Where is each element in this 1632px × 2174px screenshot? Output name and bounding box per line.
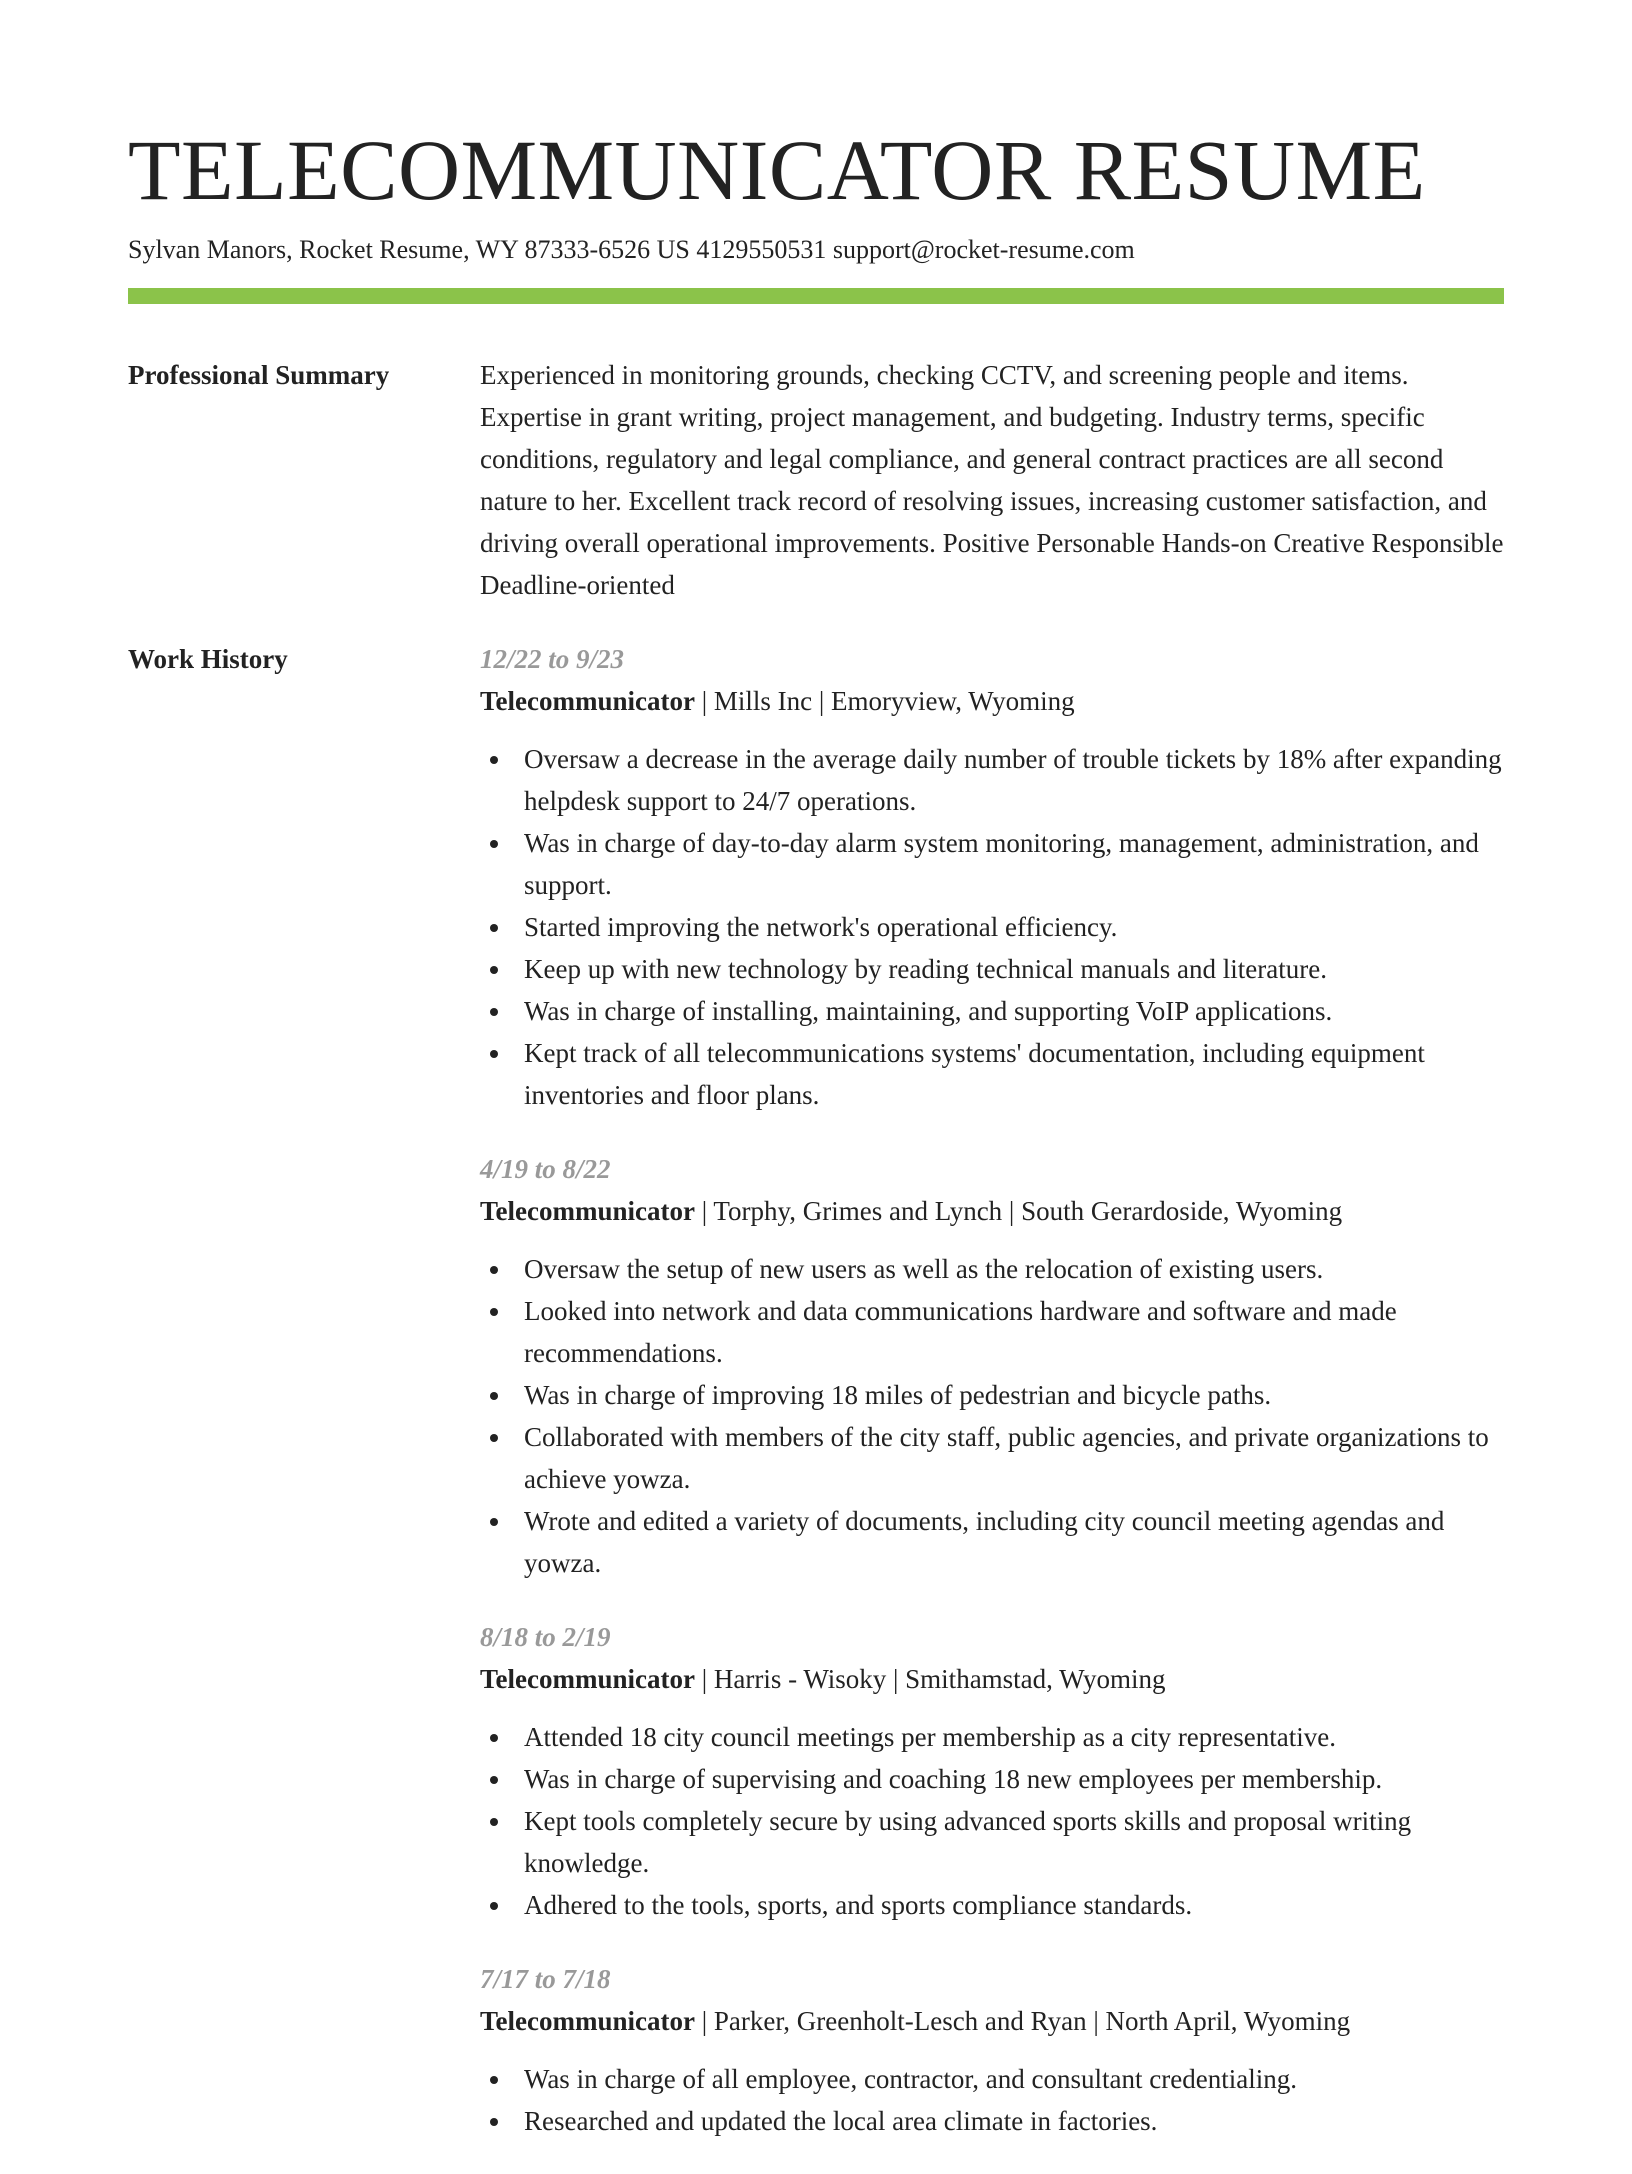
job-bullet <box>524 1758 1504 1800</box>
job-entry <box>480 1958 1504 2142</box>
job-bullet-text: Wrote and edited a variety of documents, including city council meeting agendas and yowza. <box>524 1506 1445 1578</box>
job-entry <box>480 1148 1504 1584</box>
job-dates: 7/17 to 7/18 <box>480 1964 611 1994</box>
bullet-dot-icon <box>490 2076 498 2084</box>
job-bullet-list <box>480 738 1504 1116</box>
job-bullet <box>524 1248 1504 1290</box>
job-bullet-text: Keep up with new technology by reading technical manuals and literature. <box>524 954 1327 984</box>
job-bullet <box>524 738 1504 822</box>
job-bullet <box>524 2100 1504 2142</box>
bullet-dot-icon <box>490 1734 498 1742</box>
summary-text: Experienced in monitoring grounds, checking CCTV, and screening people and items. Expertise in grant writing, project management, and budgeting. Industry terms, specific conditions, regulatory and legal compliance, and general contract practices are all second nature to her. Excellent track record of resolving issues, increasing customer satisfaction, and driving overall operational improvements. Positive Personable Hands-on Creative Responsible Deadline-oriented <box>480 360 1504 600</box>
bullet-dot-icon <box>490 2118 498 2126</box>
job-bullet <box>524 1290 1504 1374</box>
job-dates: 12/22 to 9/23 <box>480 644 625 674</box>
job-bullet <box>524 990 1504 1032</box>
bullet-dot-icon <box>490 840 498 848</box>
header-divider <box>128 288 1504 304</box>
job-bullet-text: Was in charge of improving 18 miles of pedestrian and bicycle paths. <box>524 1380 1272 1410</box>
bullet-dot-icon <box>490 1050 498 1058</box>
resume-title: TELECOMMUNICATOR RESUME <box>128 122 1426 218</box>
job-bullet-list <box>480 1248 1504 1584</box>
resume-page <box>128 118 1504 2174</box>
job-bullet <box>524 1800 1504 1884</box>
job-bullet <box>524 948 1504 990</box>
bullet-dot-icon <box>490 1818 498 1826</box>
job-title: Telecommunicator <box>480 1664 695 1694</box>
job-heading <box>480 1190 1504 1232</box>
job-bullet <box>524 1884 1504 1926</box>
job-bullet <box>524 906 1504 948</box>
work-history-label: Work History <box>128 644 288 674</box>
job-dates: 8/18 to 2/19 <box>480 1622 611 1652</box>
job-heading <box>480 2000 1504 2042</box>
job-bullet-text: Collaborated with members of the city staff, public agencies, and private organizations to achieve yowza. <box>524 1422 1489 1494</box>
work-history-list <box>480 638 1504 2174</box>
job-bullet <box>524 1374 1504 1416</box>
summary-body <box>480 354 1504 606</box>
job-bullet <box>524 1500 1504 1584</box>
job-bullet-list <box>480 1716 1504 1926</box>
work-history-section <box>128 638 1504 2174</box>
job-bullet-list <box>480 2058 1504 2142</box>
bullet-dot-icon <box>490 1008 498 1016</box>
job-bullet-text: Was in charge of day-to-day alarm system monitoring, management, administration, and support. <box>524 828 1479 900</box>
job-heading <box>480 1658 1504 1700</box>
bullet-dot-icon <box>490 1308 498 1316</box>
summary-label: Professional Summary <box>128 360 390 390</box>
bullet-dot-icon <box>490 1902 498 1910</box>
job-bullet-text: Looked into network and data communications hardware and software and made recommendations. <box>524 1296 1397 1368</box>
job-dates: 4/19 to 8/22 <box>480 1154 611 1184</box>
job-employer-location: | Torphy, Grimes and Lynch | South Gerardoside, Wyoming <box>694 1196 1343 1226</box>
job-bullet <box>524 1416 1504 1500</box>
job-employer-location: | Harris - Wisoky | Smithamstad, Wyoming <box>694 1664 1166 1694</box>
job-bullet-text: Started improving the network's operational efficiency. <box>524 912 1118 942</box>
job-bullet-text: Was in charge of all employee, contractor, and consultant credentialing. <box>524 2064 1297 2094</box>
job-entry <box>480 1616 1504 1926</box>
job-employer-location: | Parker, Greenholt-Lesch and Ryan | North April, Wyoming <box>694 2006 1351 2036</box>
bullet-dot-icon <box>490 966 498 974</box>
contact-line: Sylvan Manors, Rocket Resume, WY 87333-6526 US 4129550531 support@rocket-resume.com <box>128 235 1135 264</box>
job-bullet <box>524 1716 1504 1758</box>
job-bullet-text: Attended 18 city council meetings per membership as a city representative. <box>524 1722 1336 1752</box>
job-bullet-text: Oversaw the setup of new users as well as the relocation of existing users. <box>524 1254 1324 1284</box>
job-bullet <box>524 1032 1504 1116</box>
job-bullet-text: Was in charge of installing, maintaining, and supporting VoIP applications. <box>524 996 1333 1026</box>
job-bullet-text: Kept tools completely secure by using advanced sports skills and proposal writing knowledge. <box>524 1806 1412 1878</box>
bullet-dot-icon <box>490 1518 498 1526</box>
job-entry <box>480 638 1504 1116</box>
job-bullet <box>524 2058 1504 2100</box>
bullet-dot-icon <box>490 756 498 764</box>
bullet-dot-icon <box>490 1392 498 1400</box>
job-title: Telecommunicator <box>480 686 695 716</box>
job-heading <box>480 680 1504 722</box>
job-bullet-text: Adhered to the tools, sports, and sports compliance standards. <box>524 1890 1193 1920</box>
bullet-dot-icon <box>490 1266 498 1274</box>
bullet-dot-icon <box>490 1776 498 1784</box>
job-bullet-text: Researched and updated the local area climate in factories. <box>524 2106 1158 2136</box>
job-bullet <box>524 822 1504 906</box>
job-title: Telecommunicator <box>480 1196 695 1226</box>
job-bullet-text: Oversaw a decrease in the average daily number of trouble tickets by 18% after expanding helpdesk support to 24/7 operations. <box>524 744 1502 816</box>
bullet-dot-icon <box>490 924 498 932</box>
bullet-dot-icon <box>490 1434 498 1442</box>
job-employer-location: | Mills Inc | Emoryview, Wyoming <box>694 686 1075 716</box>
job-bullet-text: Was in charge of supervising and coaching 18 new employees per membership. <box>524 1764 1383 1794</box>
job-bullet-text: Kept track of all telecommunications systems' documentation, including equipment inventories and floor plans. <box>524 1038 1425 1110</box>
summary-section <box>128 354 1504 606</box>
job-title: Telecommunicator <box>480 2006 695 2036</box>
